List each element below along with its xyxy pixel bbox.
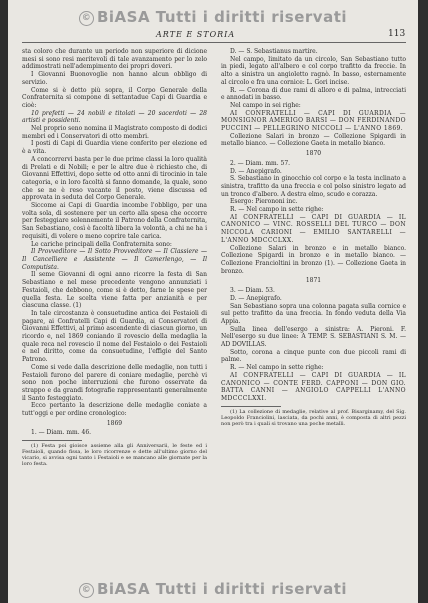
footnote: (1) La collezione di medaglie, relative al prof. Bisarginamy, del Sig. Leopoldo Franciolini, lasciata, da pochi anni, è composta di altri pezzi non però tra i quali si trovano una poche metalli.	[221, 408, 406, 427]
paragraph: I posti di Capi di Guardia viene conferito per elezione ed è a vita.	[22, 140, 207, 156]
paragraph: Sulla linea dell'esergo a sinistra: A. Pieroni. F. Nell'esergo su due linee: A TEMP. S. SEBASTIANI S. M. — AD DOVILLAS.	[221, 325, 406, 349]
paragraph: sta coloro che durante un periodo non superiore di dicione mesi si sono resi meritevoli di tale avanzamento per lo zelo addimostrati nell'adempimento dei propri doveri.	[22, 48, 207, 71]
header-rule	[22, 42, 406, 43]
copyright-icon: ©	[79, 583, 94, 598]
medal-entry: 1. — Diam. mm. 46.	[31, 429, 92, 437]
footnote: (1) Festa poi gioisce assieme alla gli Anniversarii, le feste ed i Festaioli, quando fissa, le loro ricorrenze e dette all'ultimo giorno del vicario, si avvisa ogni tanto i Festaioli e se mancano alle giornate per la loro festa.	[22, 443, 207, 468]
paragraph: In tale circostanza è consuetudine antica dei Festaioli di pagare, ai Confratelli Capi di Guardia, ai Conservatori di Giovanni Effettivi, al primo ascendente di ciascun giorno, un ricordo e, nel 1869 coniando il rovescio della medaglia la quale reca nel rovescio il nome del Festaiolo o dei Festaioli e nel diritto, come da consuetudine, l'effigie del Santo Patrono.	[22, 309, 207, 364]
paragraph: A concorrervi basta per le due prime classi la loro qualità di Prelati e di Nobili; e per le altre due è richiesto che, di Giovanni Effettivi, dopo sette od otto anni di tirocinio in tale categoria, e in loro facoltà si fanno domande, la quale, sono che se ne è reso vacante il posto, viene discussa ed approvata in seduta del Corpo Generale.	[22, 155, 207, 202]
paragraph: Nel proprio seno nomina il Magistrato composto di dodici membri ed i Conservatori di otto membri.	[22, 125, 207, 140]
paragraph: Siccome ai Capi di Guardia incombe l'obbligo, per una volta sola, di sostenere per un certo alla spesa che occorre per festeggiare solennemente il Patrono della Confraternita, San Sebastiano, così è facoltà libera la volontà, a chi ne ha i requisiti, di volere o meno coprire tale carica.	[22, 202, 207, 240]
footnote-rule	[22, 440, 82, 441]
copyright-icon: ©	[79, 11, 94, 26]
medal-entry: 2. — Diam. mm. 57.	[230, 159, 291, 167]
inscription: AI CONFRATELLI — CAPI DI GUARDIA — MONSIGNOR AMERIGO BARSI — DON FERDINANDO PUCCINI — PELLEGRINO NICCOLI — L'ANNO 1869.	[221, 109, 406, 133]
watermark-top: © BiASA Tutti i diritti riservati	[8, 8, 418, 26]
paragraph: Le cariche principali della Confraternita sono:	[31, 240, 172, 248]
paragraph: Sotto, corona a cinque punte con due piccoli rami di palme.	[221, 348, 406, 364]
paragraph: Collezione Salari in bronzo e in metallo bianco. Collezione Spigardi in bronzo e in metallo bianco. — Collezione Francioltini in bronzo (1). — Collezione Gaeta in bronzo.	[221, 244, 406, 275]
medal-obverse: D. — Anepigrafo.	[230, 167, 282, 175]
paragraph: Esergo: Pierononi inc.	[230, 198, 298, 206]
medal-obverse: D. — S. Sebastianus martire.	[230, 48, 318, 55]
paragraph: 10 prefetti — 24 nobili e titolati — 20 sacerdoti — 28 artisti e possidenti.	[22, 109, 207, 125]
year-heading: 1870	[305, 150, 322, 158]
inscription: AI CONFRATELLI — CAPI DI GUARDIA — IL CANONICO — CONTE FERD. CAPPONI — DON GIO. BATTA CANNI — ANGIOLO CAPPELLI L'ANNO MDCCCLXXI.	[221, 371, 406, 402]
right-column	[221, 48, 406, 427]
left-column	[22, 48, 207, 467]
paragraph: S. Sebastiano in ginocchio col corpo e la testa inclinato a sinistra, trafitto da una freccia e col polso sinistro legato ad un tronco d'albero. A destra elmo, scudo e corazza.	[221, 175, 406, 198]
medal-reverse: R. — Nel campo in sette righe:	[230, 364, 324, 372]
inscription: AI CONFRATELLI — CAPI DI GUARDIA — IL CANONICO — VINC. ROSSELLI DEL TURCO — DON NICCOLA CARIONI — EMILIO SANTARELLI — L'ANNO MDCCCLXX.	[221, 213, 406, 244]
document-page	[8, 0, 418, 603]
paragraph: Il seme Giovanni di ogni anno ricorre la festa di San Sebastiano e nel mese precedente vengono annunziati i Festaioli, che debbono, come si è detto, farne le spese per quella festa. Le scelta viene fatta per anzianità e per ciascuna classe. (1)	[22, 271, 207, 310]
paragraph: San Sebastiano sopra una colonna pagata sulla cornice e sul petto trafitto da una freccia. In fondo veduta della Via Appia.	[221, 302, 406, 325]
medal-obverse: D. — Anepigrafo.	[230, 294, 282, 302]
footnote-rule	[221, 406, 281, 407]
year-heading: 1869	[106, 419, 123, 427]
running-title: ARTE E STORIA	[156, 30, 236, 39]
page-number: 113	[388, 29, 406, 39]
medal-reverse: R. — Corona di due rami di alloro e di palma, intrecciati e annodati in basso.	[221, 86, 406, 102]
paragraph: Come si è detto più sopra, il Corpo Generale della Confraternita si compone di settantadue Capi di Guardia e cioè:	[22, 86, 207, 109]
paragraph: I Giovanni Buonovoglie non hanno alcun obbligo di servizio.	[22, 71, 207, 86]
paragraph: Nel campo, limitato da un circolo, San Sebastiano tutto in piedi, legato all'albero e col corpo trafitto da freccie. In alto a sinistra un angioletto ragnò. In basso, esternamente al circolo e fra una cornice: L. Gori incise.	[221, 55, 406, 86]
paragraph: Nel campo in sei righe:	[230, 101, 301, 109]
paragraph: Ecco pertanto la descrizione delle medaglie coniate a tutt'oggi e per ordine cronologico:	[22, 402, 207, 418]
medal-entry: 3. — Diam. 53.	[230, 287, 275, 295]
paragraph: Il Provveditore — Il Sotto Provveditore — Il Classiere — Il Cancelliere e Assistente — Il Camerlengo, — Il Computista.	[22, 248, 207, 271]
paragraph: Collezione Salari in bronzo — Collezione Spigardi in metallo bianco. — Collezione Gaeta in metallo bianco.	[221, 132, 406, 148]
watermark-bottom: © BiASA Tutti i diritti riservati	[8, 580, 418, 598]
medal-reverse: R. — Nel campo in sette righe:	[230, 206, 324, 214]
paragraph: Come si vede dalla descrizione delle medaglie, non tutti i Festaioli furono del parere di coniare medaglie, perchè vi sono non poche interruzioni che furono osservate da strappo e da grandi fotografie rappresentanti generalmente il Santo festeggiato.	[22, 363, 207, 402]
year-heading: 1871	[305, 277, 322, 285]
